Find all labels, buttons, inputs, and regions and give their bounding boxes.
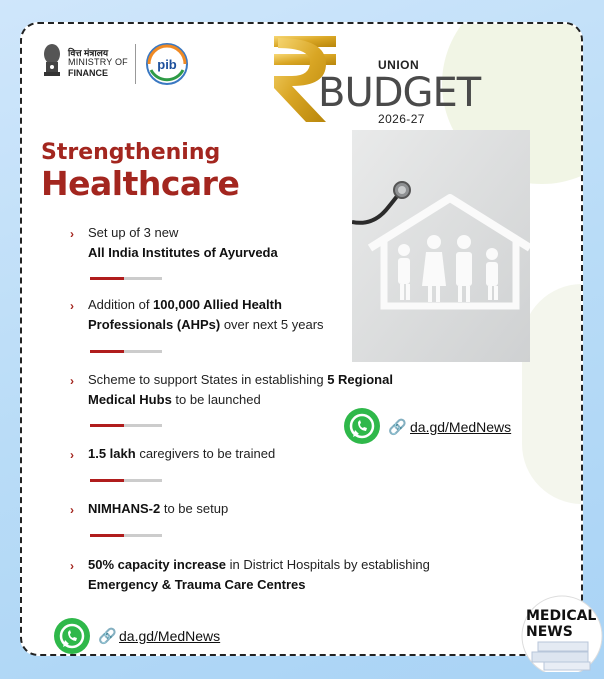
bullet-icon: › — [70, 227, 74, 241]
list-item — [88, 555, 430, 595]
item-text: Scheme to support States in establishing — [88, 372, 328, 387]
item-text-bold: NIMHANS-2 — [88, 501, 161, 516]
item-line — [88, 223, 278, 243]
national-emblem-icon — [41, 42, 63, 80]
item-text-bold: All India Institutes of Ayurveda — [88, 245, 278, 260]
divider — [90, 350, 162, 353]
item-line — [88, 243, 278, 263]
watermark-line1: MEDICAL — [526, 608, 597, 624]
healthcare-house-illustration — [352, 130, 530, 362]
item-text: caregivers to be trained — [135, 446, 276, 461]
link-icon: 🔗 — [98, 628, 117, 645]
bullet-icon: › — [70, 503, 74, 517]
item-text: to be launched — [171, 392, 261, 407]
item-text: Set up of 3 new — [88, 225, 179, 240]
item-text-bold: Emergency & Trauma Care Centres — [88, 577, 306, 592]
list-item — [88, 295, 324, 335]
ministry-line2: FINANCE — [68, 68, 108, 78]
item-text: to be setup — [160, 501, 229, 516]
header-separator — [135, 44, 136, 84]
divider — [90, 534, 162, 537]
bullet-icon: › — [70, 374, 74, 388]
item-line — [88, 315, 324, 335]
link-icon: 🔗 — [388, 419, 407, 436]
item-text-bold: 5 Regional — [327, 372, 393, 387]
item-text-bold: Professionals (AHPs) — [88, 317, 221, 332]
item-text-bold: 100,000 Allied Health — [153, 297, 282, 312]
watermark-line2: NEWS — [526, 624, 573, 640]
list-item — [88, 499, 228, 519]
list-item — [88, 370, 393, 410]
item-line — [88, 499, 228, 519]
budget-union-label: UNION — [378, 58, 420, 72]
ministry-hindi-text: वित्त मंत्रालय — [68, 48, 109, 58]
whatsapp-icon[interactable] — [344, 408, 380, 444]
budget-year-label: 2026-27 — [378, 112, 425, 126]
item-line — [88, 444, 275, 464]
item-text: in District Hospitals by establishing — [226, 557, 430, 572]
item-text: Addition of — [88, 297, 154, 312]
ministry-line1: MINISTRY OF — [68, 57, 128, 67]
whatsapp-icon[interactable] — [54, 618, 90, 654]
pib-logo-icon — [145, 42, 189, 86]
bullet-icon: › — [70, 559, 74, 573]
divider — [90, 479, 162, 482]
title-line1: Strengthening — [41, 140, 221, 165]
item-text-bold: 50% capacity increase — [88, 557, 227, 572]
pib-text: pib — [157, 57, 177, 72]
item-text: over next 5 years — [220, 317, 324, 332]
item-line — [88, 555, 430, 575]
infographic-card — [20, 22, 583, 656]
divider — [90, 424, 162, 427]
whatsapp-link[interactable]: da.gd/MedNews — [119, 628, 221, 644]
bullet-icon: › — [70, 448, 74, 462]
budget-label: BUDGET — [318, 70, 481, 116]
item-text-bold: Medical Hubs — [88, 392, 172, 407]
item-text-bold: 1.5 lakh — [88, 446, 136, 461]
item-line — [88, 370, 393, 390]
title-line2: Healthcare — [41, 164, 240, 203]
divider — [90, 277, 162, 280]
list-item — [88, 444, 275, 464]
whatsapp-link[interactable]: da.gd/MedNews — [410, 419, 512, 435]
item-line — [88, 390, 393, 410]
item-line — [88, 295, 324, 315]
item-line — [88, 575, 430, 595]
bullet-icon: › — [70, 299, 74, 313]
medical-news-logo — [516, 592, 604, 672]
decorative-shape — [522, 284, 583, 504]
list-item — [88, 223, 278, 263]
